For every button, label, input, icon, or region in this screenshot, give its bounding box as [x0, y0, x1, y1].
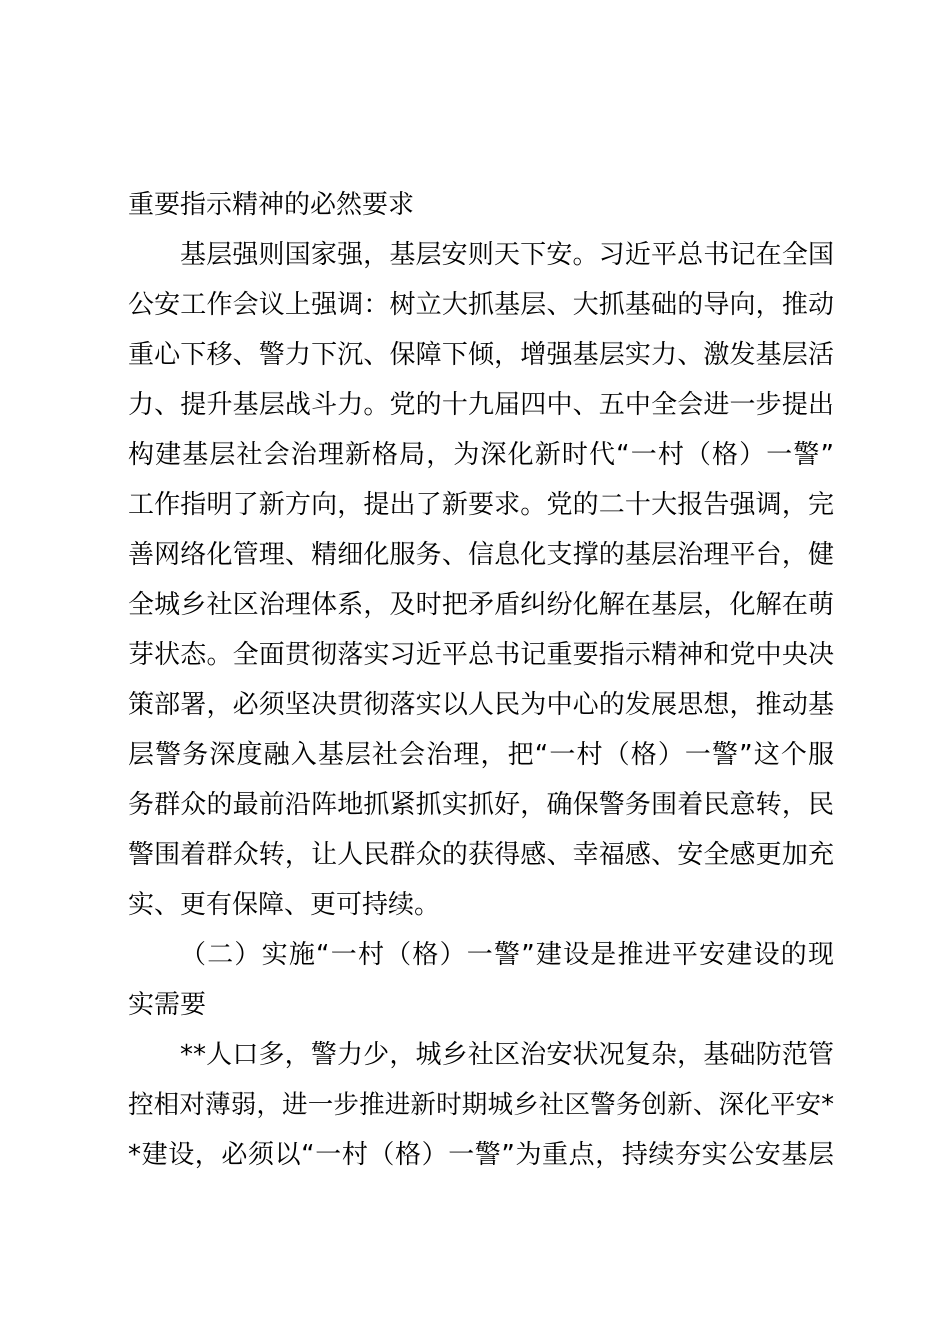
section-heading: （二）实施“一村（格）一警”建设是推进平安建设的现 — [180, 940, 834, 970]
text-line: 善网络化管理、精细化服务、信息化支撑的基层治理平台，健 — [128, 540, 834, 570]
text-line: **人口多，警力少，城乡社区治安状况复杂，基础防范管 — [180, 1040, 834, 1070]
text-line: 基层强则国家强，基层安则天下安。习近平总书记在全国 — [180, 240, 834, 270]
section-heading-cont: 实需要 — [128, 990, 207, 1020]
text-line: 构建基层社会治理新格局，为深化新时代“一村（格）一警” — [128, 440, 834, 470]
text-line: 重要指示精神的必然要求 — [128, 190, 415, 220]
text-line: 警围着群众转，让人民群众的获得感、幸福感、安全感更加充 — [128, 840, 834, 870]
text-line: 芽状态。全面贯彻落实习近平总书记重要指示精神和党中央决 — [128, 640, 834, 670]
text-line: 公安工作会议上强调：树立大抓基层、大抓基础的导向，推动 — [128, 290, 834, 320]
body-text — [128, 180, 834, 1180]
text-line: 重心下移、警力下沉、保障下倾，增强基层实力、激发基层活 — [128, 340, 834, 370]
text-line: 实、更有保障、更可持续。 — [128, 890, 441, 920]
text-line: 层警务深度融入基层社会治理，把“一村（格）一警”这个服 — [128, 740, 834, 770]
text-line: 控相对薄弱，进一步推进新时期城乡社区警务创新、深化平安* — [128, 1090, 834, 1120]
text-line: 策部署，必须坚决贯彻落实以人民为中心的发展思想，推动基 — [128, 690, 834, 720]
text-line: 力、提升基层战斗力。党的十九届四中、五中全会进一步提出 — [128, 390, 834, 420]
text-line: 工作指明了新方向，提出了新要求。党的二十大报告强调，完 — [128, 490, 834, 520]
text-line: 务群众的最前沿阵地抓紧抓实抓好，确保警务围着民意转，民 — [128, 790, 834, 820]
text-line: *建设，必须以“一村（格）一警”为重点，持续夯实公安基层 — [128, 1140, 834, 1170]
text-line: 全城乡社区治理体系，及时把矛盾纠纷化解在基层，化解在萌 — [128, 590, 834, 620]
